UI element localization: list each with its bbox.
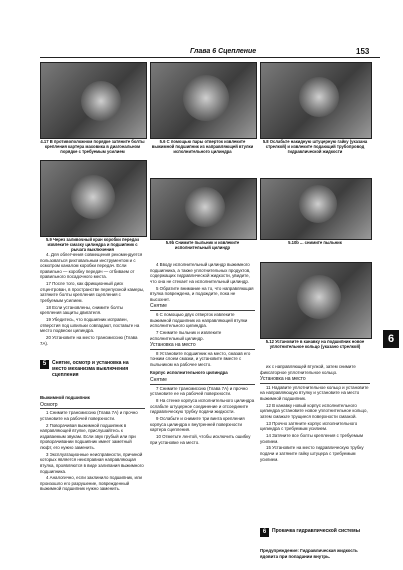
paragraph: 18 Если установлены, снимите болты крепления защиты двигателя.: [40, 304, 124, 316]
paragraph: 7 Снимите пыльник и извлеките исполнительный цилиндр.: [150, 329, 222, 341]
paragraph: 5 Обратите внимание на то, что направляющая втулка повреждена, и подождите, пока не высохнет.: [150, 285, 254, 302]
page-number: 153: [356, 47, 370, 56]
photo-detail: [299, 185, 337, 223]
section-number: 6: [260, 528, 269, 537]
photo-detail: [185, 187, 225, 227]
paragraph: 10 Отметьте лентой, чтобы исключить ошибку при установке на место.: [150, 433, 251, 445]
subheading: Осмотр: [40, 403, 145, 410]
paragraph: 7 Снимите трансмиссию (Глава 7А) и прочно установите ее на рабочей поверхности.: [150, 385, 248, 397]
subsection-heading: Корпус исполнительного цилиндра: [150, 370, 228, 376]
paragraph: 15 Установите на место гидравлическую трубку подачи и затяните гайку штуцера с требуемым усилием.: [260, 445, 364, 462]
photo-hydraulic-line: [260, 62, 372, 139]
paragraph: 3 Эксплуатационные неисправности, причиной которых является неисправная направляющая втулка, проявляются в виде залипания выжимного подшипника.: [40, 451, 144, 474]
photo-gearbox: [40, 160, 147, 237]
chapter-tab: 6: [383, 330, 399, 348]
section-number: 5: [40, 360, 49, 369]
caption-5-12: 5.12 Установите в канавку на подшипник новое уплотнительное кольцо (указано стрелкой): [265, 339, 365, 349]
text-column-3: [260, 364, 370, 463]
paragraph: 1 Снимите трансмиссию (Глава 7А) и прочно установите на рабочей поверхности.: [40, 410, 138, 421]
text-column-2: [150, 262, 255, 446]
header-rule: [40, 57, 380, 58]
caption-5-6: 5.6 С помощью пары отверток извлеките выжимной подшипник из направляющей втулки исполнительного цилиндра: [151, 139, 254, 154]
paragraph: 4 Аналогично, если заклинило подшипник, или произошло его разрушение, поврежденный выжимной подшипник нужно заменить.: [40, 475, 142, 492]
paragraph: 14 Затяните все болты крепления с требуемым усилием.: [260, 433, 364, 444]
paragraph: 20 Установите на место трансмиссию (Глава 7А).: [40, 335, 138, 346]
photo-flywheel-housing: [40, 62, 147, 139]
section-6-heading: [260, 528, 370, 544]
paragraph: 13 Прочно затяните корпус исполнительного цилиндра с требуемым усилием.: [260, 420, 358, 432]
caption-5-10b: 5.10b ... снимите пыльник: [288, 240, 342, 245]
paragraph: 6 С помощью двух отверток извлеките выжимной подшипник из направляющей втулки исполнительного цилиндра.: [150, 311, 248, 329]
chapter-title: Глава 6 Сцепление: [190, 48, 257, 55]
paragraph: 4 Вводу исполнительный цилиндр выжимного подшипника, а также уплотнительных продуктов, содержащих гидравлической жидкости, увидите, что она не стекает на исполнительный цилиндр.: [150, 262, 251, 284]
section-5-heading: [40, 360, 145, 386]
subsection-heading: Выжимной подшипник: [40, 395, 90, 400]
paragraph: 8 Установите подшипник на место, смазав его тонким слоем смазки, и установите вместе с пыльником на рабочее место.: [150, 350, 251, 367]
paragraph: 17 После того, как фрикционный диск отцентрован, в пространстве перепускной камеры, затяните болты крепления сцепления с требуемым усилием.: [40, 281, 145, 303]
paragraph: 12 В канавку новый корпус исполнительного цилиндра установите новое уплотнительное кольцо, затем смажьте трущиеся поверхности смазкой.: [260, 402, 368, 419]
warning-text: [260, 548, 370, 560]
paragraph: 19 Убедитесь, что подшипник исправен, отверстия под шпильки совпадают, поставьте на место подвески цилиндра.: [40, 317, 140, 334]
photo-detail: [71, 175, 115, 219]
subheading: Установка на место: [150, 343, 255, 350]
subheading: Установка на место: [260, 377, 370, 384]
caption-5-9b: 5.9b Снимите пыльник и извлеките исполнительный цилиндр: [165, 240, 240, 250]
subheading: Снятие: [150, 304, 255, 311]
section-title: Снятие, осмотр и установка на место механизма выключения сцепления: [52, 360, 129, 378]
section-title: Прокачка гидравлической системы: [272, 528, 360, 534]
text-column-1b: [40, 392, 145, 493]
paragraph: 4. Для облегчения совмещения рекомендуется пользоваться рихтовальным инструментом и с осмотром каналом коробки передач. Если правильно — коробку передач — отбиваем от правильного посадочного места.: [40, 252, 143, 280]
paragraph: 11 Надавите уплотнительное кольцо и установите на направляющую втулку и установите на место выжимной подшипник.: [260, 384, 369, 401]
photo-detail: [81, 81, 121, 121]
photo-dust-boot: [260, 178, 372, 240]
text-column-1: [40, 252, 145, 347]
photo-detail: [183, 75, 229, 121]
caption-5-8: 5.8 Ослабьте накидную штуцерную гайку (указана стрелкой) и извлеките подающий трубопровод гидравлической жидкости: [262, 139, 368, 154]
paragraph: 9 Ослабьте и снимите три винта крепления корпуса цилиндра к внутренней поверхности картера сцепления.: [150, 416, 245, 433]
page-header: [0, 0, 403, 56]
photo-o-ring: [260, 262, 372, 339]
caption-5-9: 5.9 Через заливочный кран коробки передач извлеките смазку цилиндра и подшипник с рычага выключения: [45, 237, 140, 252]
caption-4-17: 4.17 В противоположном порядке затяните болты крепления картера маховика в диагональном порядке с требуемым усилием: [40, 139, 145, 154]
photo-detail: [299, 77, 339, 117]
warning-paragraph: Предупреждение: Гидравлическая жидкость ядовита при попадании внутрь.: [260, 548, 358, 559]
paragraph: 2 Поворачивая выжимной подшипник в направляющей втулке, прислушайтесь к издаваемым звукам. Если звук грубый или при проворачивании подшипник имеет заметный люфт, его нужно заменить.: [40, 422, 136, 450]
paragraph: их с направляющей втулкой, затем снимите фиксаторное уплотнительное кольцо.: [260, 364, 356, 375]
paragraph: 8 На стенке корпуса исполнительного цилиндра ослабьте штуцерное соединение и отсоедините гидравлическую трубку подачи жидкости.: [150, 398, 255, 415]
photo-release-bearing: [150, 62, 257, 139]
subheading: Снятие: [150, 378, 255, 385]
photo-slave-cylinder: [150, 178, 257, 240]
photo-detail: [297, 275, 341, 319]
